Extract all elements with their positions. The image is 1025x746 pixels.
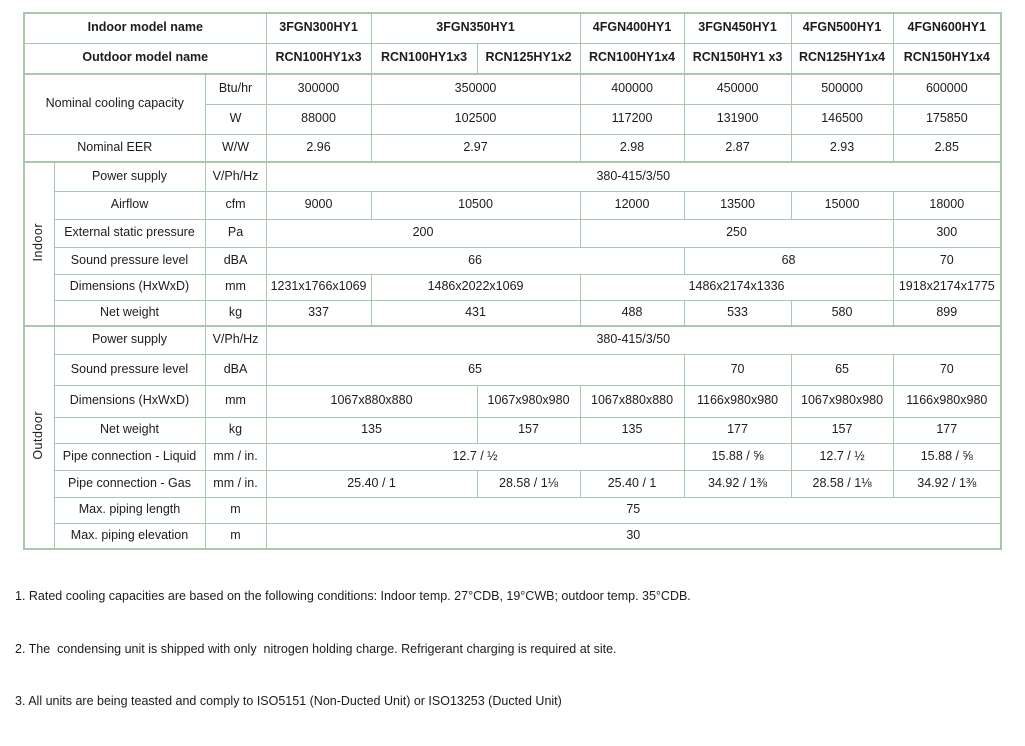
spec-value: 500000 xyxy=(791,74,893,104)
unit-label: m xyxy=(205,497,266,523)
row-label: Pipe connection - Gas xyxy=(54,470,205,497)
spec-value: 1166x980x980 xyxy=(893,385,1001,417)
spec-value: 25.40 / 1 xyxy=(580,470,684,497)
spec-value: 177 xyxy=(893,417,1001,443)
spec-value: 1486x2022x1069 xyxy=(371,274,580,300)
unit-label: kg xyxy=(205,300,266,326)
spec-value: 135 xyxy=(266,417,477,443)
unit-label: W/W xyxy=(205,134,266,162)
spec-value: 2.98 xyxy=(580,134,684,162)
model-name: 4FGN400HY1 xyxy=(580,13,684,43)
row-label: Net weight xyxy=(54,300,205,326)
row-label: Sound pressure level xyxy=(54,247,205,274)
spec-value: 65 xyxy=(266,354,684,385)
row-label: Max. piping elevation xyxy=(54,523,205,549)
unit-label: dBA xyxy=(205,247,266,274)
spec-value: 1918x2174x1775 xyxy=(893,274,1001,300)
spec-value: 12000 xyxy=(580,191,684,219)
spec-value: 337 xyxy=(266,300,371,326)
section-label xyxy=(24,326,54,549)
spec-value: 131900 xyxy=(684,104,791,134)
spec-value: 12.7 / ½ xyxy=(266,443,684,470)
spec-value: 70 xyxy=(684,354,791,385)
spec-value: 2.85 xyxy=(893,134,1001,162)
spec-value: 15.88 / ⅝ xyxy=(893,443,1001,470)
spec-value: 2.96 xyxy=(266,134,371,162)
model-name: 4FGN600HY1 xyxy=(893,13,1001,43)
unit-label: mm / in. xyxy=(205,443,266,470)
spec-value: 2.97 xyxy=(371,134,580,162)
unit-label: mm xyxy=(205,385,266,417)
spec-value: 300 xyxy=(893,219,1001,247)
spec-value: 65 xyxy=(791,354,893,385)
row-label: Airflow xyxy=(54,191,205,219)
spec-value: 1067x980x980 xyxy=(477,385,580,417)
spec-value: 157 xyxy=(477,417,580,443)
footnotes xyxy=(15,553,691,746)
row-label: Pipe connection - Liquid xyxy=(54,443,205,470)
unit-label: mm / in. xyxy=(205,470,266,497)
row-label: External static pressure xyxy=(54,219,205,247)
model-name: 3FGN300HY1 xyxy=(266,13,371,43)
spec-value: 380-415/3/50 xyxy=(266,326,1001,354)
row-label: Nominal cooling capacity xyxy=(24,74,205,134)
spec-value: 66 xyxy=(266,247,684,274)
spec-value: 70 xyxy=(893,354,1001,385)
spec-value: 1067x880x880 xyxy=(580,385,684,417)
spec-value: 34.92 / 1⅜ xyxy=(684,470,791,497)
unit-label: dBA xyxy=(205,354,266,385)
unit-label: Btu/hr xyxy=(205,74,266,104)
model-name: 4FGN500HY1 xyxy=(791,13,893,43)
spec-value: 10500 xyxy=(371,191,580,219)
spec-value: 1231x1766x1069 xyxy=(266,274,371,300)
spec-value: 117200 xyxy=(580,104,684,134)
spec-value: 75 xyxy=(266,497,1001,523)
spec-value: 175850 xyxy=(893,104,1001,134)
spec-value: 70 xyxy=(893,247,1001,274)
spec-value: 400000 xyxy=(580,74,684,104)
unit-label: kg xyxy=(205,417,266,443)
section-label-text: Outdoor xyxy=(31,411,46,460)
spec-value: 102500 xyxy=(371,104,580,134)
spec-value: 34.92 / 1⅜ xyxy=(893,470,1001,497)
spec-value: 600000 xyxy=(893,74,1001,104)
unit-label: Pa xyxy=(205,219,266,247)
spec-value: 1166x980x980 xyxy=(684,385,791,417)
model-name: 3FGN350HY1 xyxy=(371,13,580,43)
model-name: RCN125HY1x4 xyxy=(791,43,893,74)
row-label: Power supply xyxy=(54,162,205,191)
footnote-1: 1. Rated cooling capacities are based on the following conditions: Indoor temp. 27°CDB, 19°CWB; outdoor temp. 35°CDB. xyxy=(15,589,691,603)
unit-label: m xyxy=(205,523,266,549)
spec-value: 28.58 / 1⅛ xyxy=(477,470,580,497)
row-header-label: Outdoor model name xyxy=(24,43,266,74)
row-label: Power supply xyxy=(54,326,205,354)
spec-value: 488 xyxy=(580,300,684,326)
spec-value: 15.88 / ⅝ xyxy=(684,443,791,470)
spec-value: 200 xyxy=(266,219,580,247)
spec-value: 450000 xyxy=(684,74,791,104)
spec-table xyxy=(23,12,1002,550)
row-label: Nominal EER xyxy=(24,134,205,162)
model-name: RCN150HY1x4 xyxy=(893,43,1001,74)
spec-value: 135 xyxy=(580,417,684,443)
spec-value: 431 xyxy=(371,300,580,326)
row-header-label: Indoor model name xyxy=(24,13,266,43)
row-label: Sound pressure level xyxy=(54,354,205,385)
spec-value: 2.93 xyxy=(791,134,893,162)
row-label: Max. piping length xyxy=(54,497,205,523)
footnote-2: 2. The condensing unit is shipped with only nitrogen holding charge. Refrigerant charging is required at site. xyxy=(15,641,617,656)
spec-value: 88000 xyxy=(266,104,371,134)
spec-value: 9000 xyxy=(266,191,371,219)
spec-value: 12.7 / ½ xyxy=(791,443,893,470)
model-name: RCN100HY1x4 xyxy=(580,43,684,74)
unit-label: V/Ph/Hz xyxy=(205,162,266,191)
row-label: Dimensions (HxWxD) xyxy=(54,385,205,417)
model-name: RCN125HY1x2 xyxy=(477,43,580,74)
spec-value: 13500 xyxy=(684,191,791,219)
spec-value: 25.40 / 1 xyxy=(266,470,477,497)
section-label-text: Indoor xyxy=(31,222,46,262)
spec-value: 899 xyxy=(893,300,1001,326)
spec-value: 30 xyxy=(266,523,1001,549)
unit-label: cfm xyxy=(205,191,266,219)
spec-value: 580 xyxy=(791,300,893,326)
footnote-3: 3. All units are being teasted and comply to ISO5151 (Non-Ducted Unit) or ISO13253 (Ducted Unit) xyxy=(15,694,562,708)
model-name: RCN100HY1x3 xyxy=(266,43,371,74)
model-name: 3FGN450HY1 xyxy=(684,13,791,43)
spec-value: 350000 xyxy=(371,74,580,104)
spec-value: 380-415/3/50 xyxy=(266,162,1001,191)
spec-value: 1067x880x880 xyxy=(266,385,477,417)
row-label: Dimensions (HxWxD) xyxy=(54,274,205,300)
row-label: Net weight xyxy=(54,417,205,443)
unit-label: W xyxy=(205,104,266,134)
spec-value: 533 xyxy=(684,300,791,326)
spec-value: 18000 xyxy=(893,191,1001,219)
spec-value: 250 xyxy=(580,219,893,247)
spec-value: 146500 xyxy=(791,104,893,134)
spec-value: 2.87 xyxy=(684,134,791,162)
model-name: RCN100HY1x3 xyxy=(371,43,477,74)
spec-value: 177 xyxy=(684,417,791,443)
section-label xyxy=(24,162,54,326)
unit-label: V/Ph/Hz xyxy=(205,326,266,354)
spec-value: 15000 xyxy=(791,191,893,219)
spec-value: 1486x2174x1336 xyxy=(580,274,893,300)
spec-value: 28.58 / 1⅛ xyxy=(791,470,893,497)
unit-label: mm xyxy=(205,274,266,300)
spec-value: 68 xyxy=(684,247,893,274)
model-name: RCN150HY1 x3 xyxy=(684,43,791,74)
spec-value: 157 xyxy=(791,417,893,443)
spec-value: 300000 xyxy=(266,74,371,104)
spec-value: 1067x980x980 xyxy=(791,385,893,417)
